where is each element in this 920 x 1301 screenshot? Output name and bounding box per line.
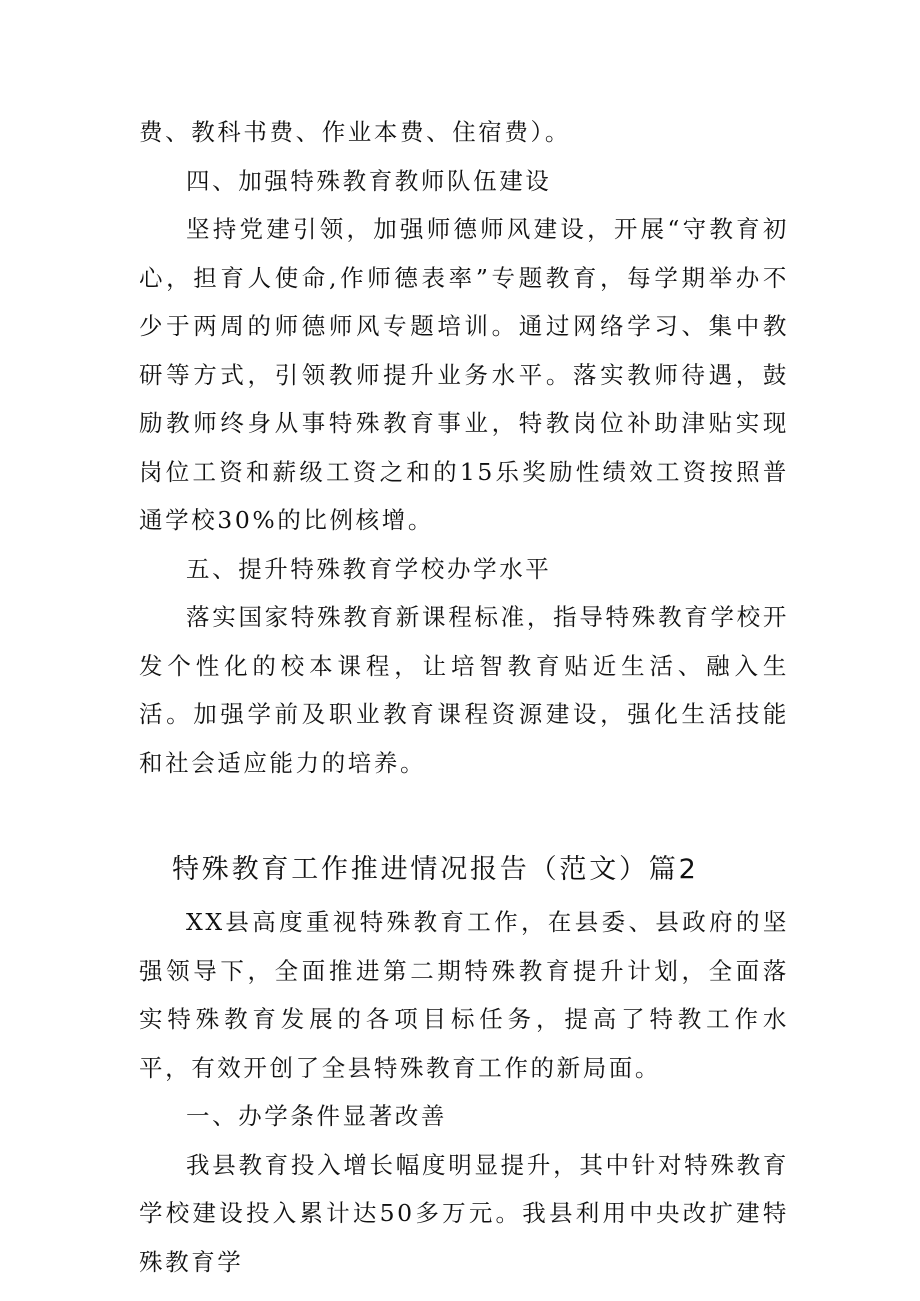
paragraph-teacher-ethics: 坚持党建引领，加强师德师风建设，开展“守教育初心，担育人使命,作师德表率”专题教育，每学期举办不少于两周的师德师风专题培训。通过网络学习、集中教研等方式，引领教师提升业务水平。落实教师待遇，鼓励教师终身从事特殊教育事业，特教岗位补助津贴实现岗位工资和薪级工资之和的15乐奖励性绩效工资按照普通学校30%的比例核增。 [139, 215, 789, 534]
document-body [139, 108, 789, 1286]
paragraph-county-overview: XX县高度重视特殊教育工作，在县委、县政府的坚强领导下，全面推进第二期特殊教育提升计划，全面落实特殊教育发展的各项目标任务，提高了特教工作水平，有效开创了全县特殊教育工作的新局面。 [139, 908, 789, 1082]
section-heading-teacher-team: 四、加强特殊教育教师队伍建设 [186, 166, 552, 195]
paragraph-curriculum: 落实国家特殊教育新课程标准，指导特殊教育学校开发个性化的校本课程，让培智教育贴近生活、融入生活。加强学前及职业教育课程资源建设，强化生活技能和社会适应能力的培养。 [139, 603, 789, 777]
section-heading-school-level: 五、提升特殊教育学校办学水平 [186, 554, 552, 583]
paragraph-fees-continuation: 费、教科书费、作业本费、住宿费）。 [139, 118, 571, 146]
section-heading-conditions: 一、办学条件显著改善 [186, 1102, 447, 1130]
paragraph-investment: 我县教育投入增长幅度明显提升，其中针对特殊教育学校建设投入累计达50多万元。我县利用中央改扩建特殊教育学 [139, 1150, 789, 1276]
report-title: 特殊教育工作推进情况报告（范文）篇2 [172, 854, 699, 885]
